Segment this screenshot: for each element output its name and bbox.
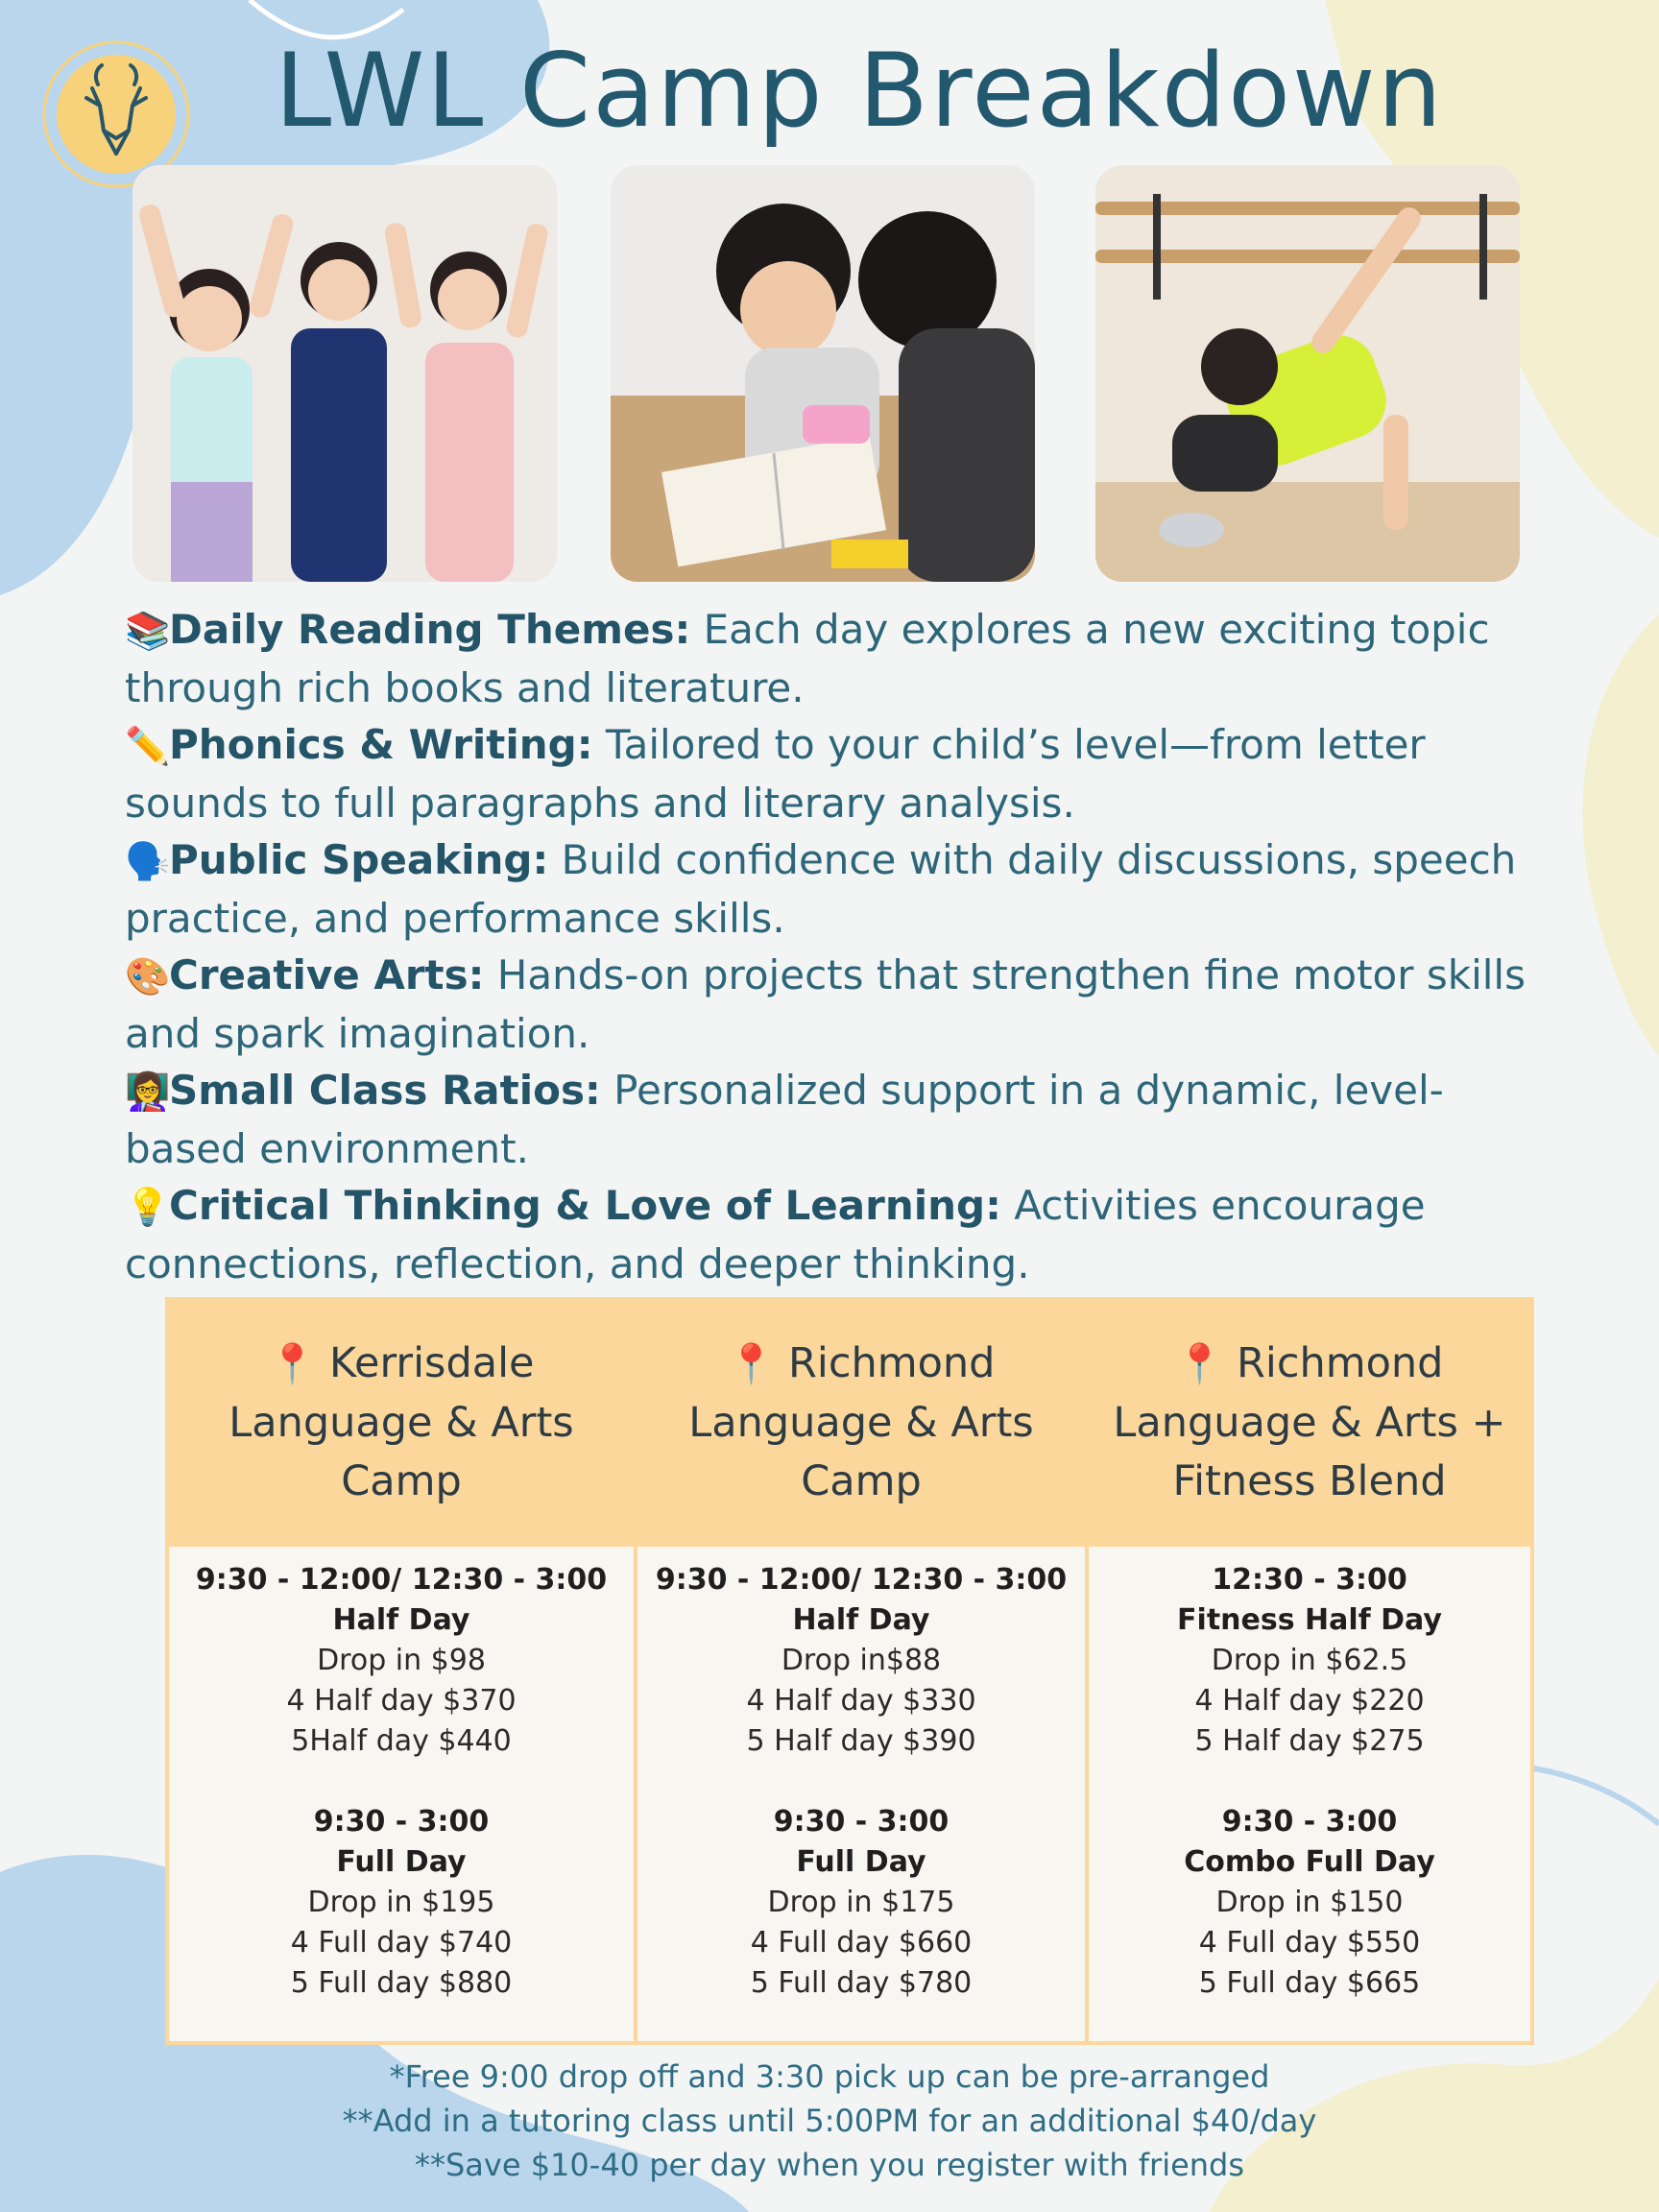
feature-list (125, 601, 1565, 1292)
page-title: LWL Camp Breakdown (275, 32, 1444, 150)
footnotes (0, 2055, 1659, 2187)
price-line: Drop in $175 (767, 1886, 955, 1919)
feature-item (125, 716, 1565, 831)
footnote: *Free 9:00 drop off and 3:30 pick up can be pre-arranged (389, 2058, 1270, 2095)
half-day-time: 9:30 - 12:00/ 12:30 - 3:00 (195, 1563, 608, 1597)
feature-item (125, 1062, 1565, 1177)
price-line: 5 Half day $390 (746, 1724, 976, 1758)
feature-heading: Critical Thinking & Love of Learning: (169, 1182, 1001, 1229)
feature-item (125, 947, 1565, 1062)
price-line: 5 Full day $880 (290, 1966, 513, 2000)
feature-text: Each day explores a new exciting topic through rich books and literature. (125, 606, 1490, 711)
palette-icon: 🎨 (125, 955, 171, 998)
pencil-icon: ✏️ (125, 725, 171, 767)
price-line: Drop in $98 (317, 1644, 486, 1677)
feature-heading: Phonics & Writing: (169, 721, 593, 768)
full-day-label: Full Day (796, 1845, 926, 1879)
children-raising-hands-photo (132, 165, 557, 582)
half-day-label: Half Day (332, 1603, 470, 1637)
camp-program: Language & Arts + (1113, 1399, 1506, 1447)
camp-location: Richmond (788, 1339, 996, 1387)
camp-header-kerrisdale (169, 1301, 634, 1545)
price-line: 5 Full day $780 (750, 1966, 973, 2000)
camp-pricing-richmond (637, 1547, 1085, 2041)
price-line: 4 Half day $370 (286, 1684, 517, 1718)
map-pin-icon: 📍 (727, 1342, 776, 1386)
feature-item (125, 831, 1565, 947)
feature-text: Hands-on projects that strengthen fine motor skills and spark imagination. (125, 951, 1526, 1057)
child-stretching-dance-studio-photo (1095, 165, 1520, 582)
camp-pricing-richmond-fitness (1089, 1547, 1530, 2041)
feature-heading: Public Speaking: (169, 836, 549, 883)
footnote: **Save $10-40 per day when you register with friends (414, 2147, 1245, 2183)
full-day-label: Full Day (336, 1845, 467, 1879)
feature-heading: Daily Reading Themes: (169, 606, 691, 653)
camp-type: Fitness Blend (1172, 1457, 1447, 1505)
footnote: **Add in a tutoring class until 5:00PM for an additional $40/day (342, 2103, 1317, 2139)
full-day-time: 9:30 - 3:00 (313, 1805, 490, 1839)
feature-heading: Creative Arts: (169, 951, 485, 998)
feature-item (125, 601, 1565, 716)
child-reading-book-photo (611, 165, 1035, 582)
camp-type: Camp (341, 1457, 462, 1505)
light-bulb-icon: 💡 (125, 1186, 171, 1228)
feature-text: Build confidence with daily discussions, speech practice, and performance skills. (125, 836, 1517, 942)
camp-header-richmond-fitness (1089, 1301, 1530, 1545)
full-day-time: 9:30 - 3:00 (773, 1805, 950, 1839)
map-pin-icon: 📍 (1175, 1342, 1224, 1386)
logo-text: LWL (103, 162, 130, 177)
feature-text: Activities encourage connections, reflection, and deeper thinking. (125, 1182, 1426, 1287)
feature-text: Personalized support in a dynamic, level-based environment. (125, 1067, 1444, 1172)
camp-program: Language & Arts (688, 1399, 1034, 1447)
half-day-time: 12:30 - 3:00 (1212, 1563, 1407, 1597)
price-line: 5 Half day $275 (1194, 1724, 1425, 1758)
price-line: 5 Full day $665 (1198, 1966, 1421, 2000)
feature-item (125, 1177, 1565, 1292)
feature-text: Tailored to your child’s level—from letter sounds to full paragraphs and literary analysis. (125, 721, 1426, 827)
price-line: Drop in$88 (781, 1644, 942, 1677)
camp-pricing-kerrisdale (169, 1547, 634, 2041)
price-line: Drop in $62.5 (1211, 1644, 1408, 1677)
camp-type: Camp (801, 1457, 922, 1505)
camp-location: Richmond (1237, 1339, 1444, 1387)
feature-heading: Small Class Ratios: (169, 1067, 601, 1114)
price-line: 5Half day $440 (291, 1724, 512, 1758)
price-line: Drop in $150 (1215, 1886, 1404, 1919)
books-icon: 📚 (125, 610, 171, 652)
price-line: 4 Full day $660 (750, 1926, 973, 1960)
teacher-icon: 👩‍🏫 (125, 1070, 171, 1113)
pricing-table (165, 1297, 1534, 2045)
camp-location: Kerrisdale (328, 1339, 535, 1387)
map-pin-icon: 📍 (268, 1342, 317, 1386)
half-day-time: 9:30 - 12:00/ 12:30 - 3:00 (655, 1563, 1068, 1597)
price-line: 4 Half day $330 (746, 1684, 976, 1718)
half-day-label: Half Day (792, 1603, 930, 1637)
price-line: Drop in $195 (307, 1886, 495, 1919)
price-line: 4 Full day $740 (290, 1926, 513, 1960)
camp-header-richmond (637, 1301, 1085, 1545)
full-day-label: Combo Full Day (1184, 1845, 1435, 1879)
price-line: 4 Full day $550 (1198, 1926, 1421, 1960)
half-day-label: Fitness Half Day (1177, 1603, 1442, 1637)
camp-program: Language & Arts (228, 1399, 574, 1447)
speaking-head-icon: 🗣️ (125, 840, 171, 882)
price-line: 4 Half day $220 (1194, 1684, 1425, 1718)
full-day-time: 9:30 - 3:00 (1221, 1805, 1398, 1839)
